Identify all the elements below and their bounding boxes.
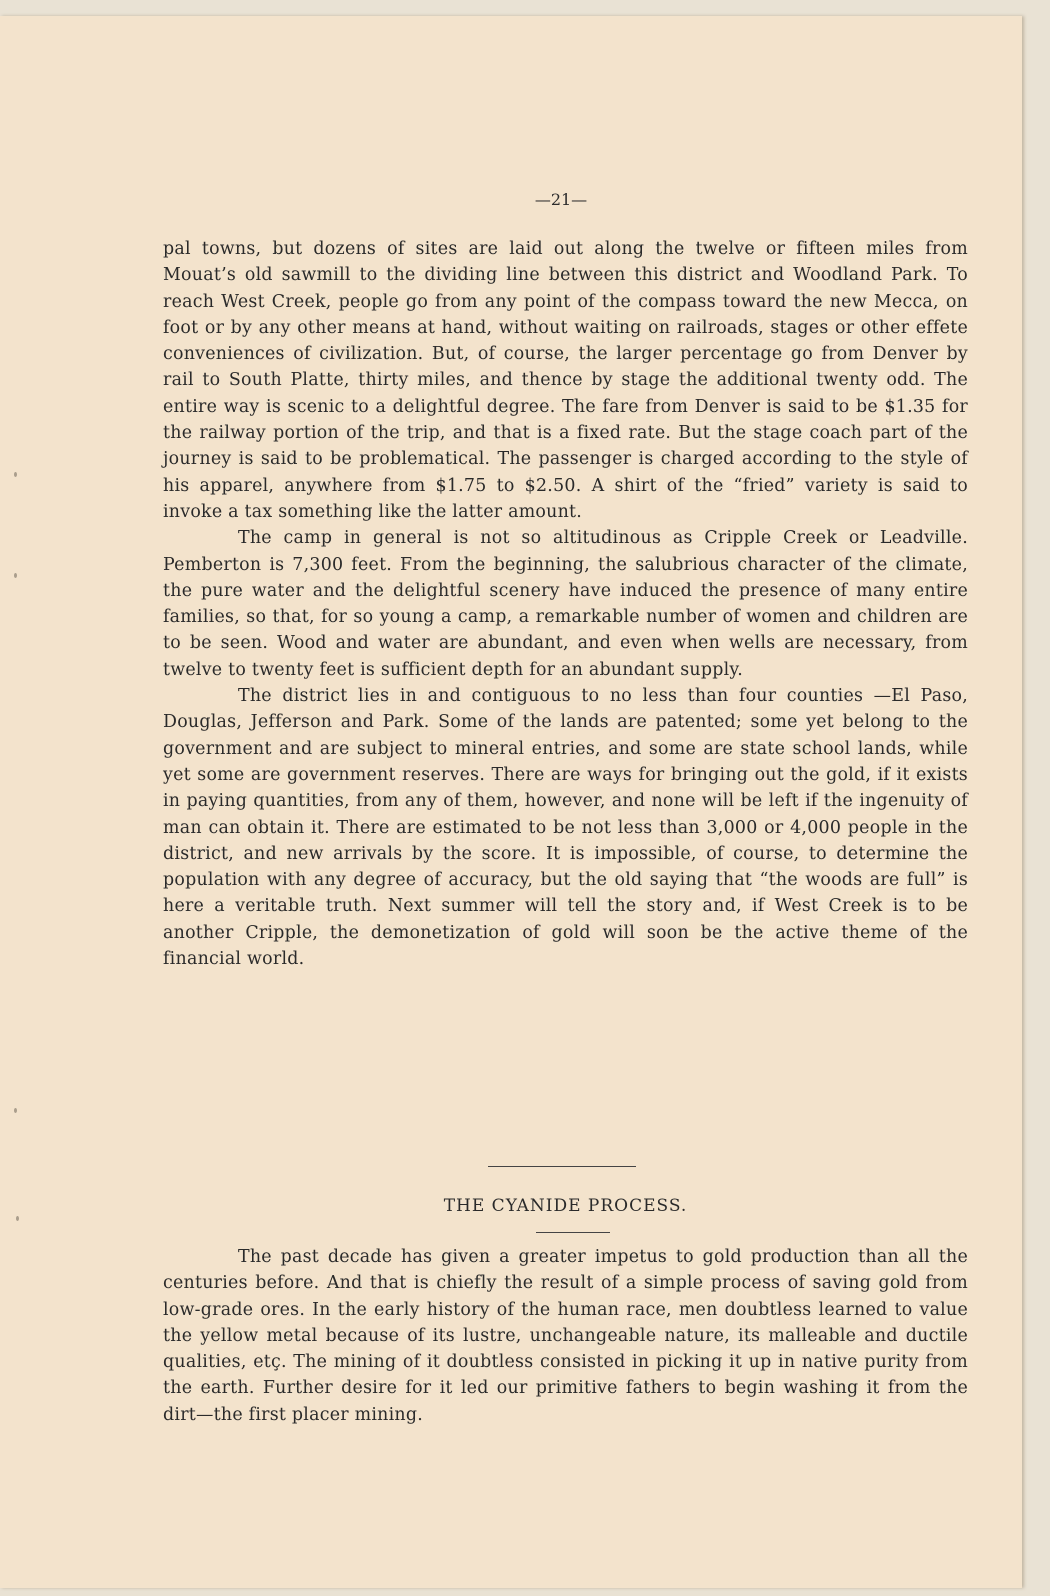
section-divider xyxy=(488,1166,636,1167)
margin-speck xyxy=(14,573,17,578)
paragraph: The district lies in and contiguous to no less than four counties —El Paso, Douglas, Jefferson and Park. Some of the lands are patented; some yet belong to the government and are subject to mineral entries, and some are state school lands, while yet some are government reserves. There are ways for bringing out the gold, if it exists in paying quantities, from any of them, however, and none will be left if the ingenuity of man can obtain it. There are estimated to be not less than 3,000 or 4,000 people in the district, and new arrivals by the score. It is impossible, of course, to determine the population with any degree of accuracy, but the old saying that “the woods are full” is here a veritable truth. Next summer will tell the story and, if West Creek is to be another Cripple, the demonetization of gold will soon be the active theme of the financial world. xyxy=(163,686,968,970)
paragraph: pal towns, but dozens of sites are laid out along the twelve or fifteen miles from Mouat’s old sawmill to the dividing line between this district and Woodland Park. To reach West Creek, people go from any point of the compass toward the new Mecca, on foot or by any other means at hand, without waiting on railroads, stages or other effete conveniences of civilization. But, of course, the larger percentage go from Denver by rail to South Platte, thirty miles, and thence by stage the additional twenty odd. The entire way is scenic to a delightful degree. The fare from Denver is said to be $1.35 for the railway portion of the trip, and that is a fixed rate. But the stage coach part of the journey is said to be problematical. The passenger is charged according to the style of his apparel, anywhere from $1.75 to $2.50. A shirt of the “fried” variety is said to invoke a tax something like the latter amount. xyxy=(163,239,968,522)
margin-speck xyxy=(14,472,17,477)
paragraph: The camp in general is not so altitudinous as Cripple Creek or Leadville. Pemberton is 7,300 feet. From the beginning, the salubrious character of the climate, the pure water and the delightful scenery have induced the presence of many entire families, so that, for so young a camp, a remarkable number of women and children are to be seen. Wood and water are abundant, and even when wells are necessary, from twelve to twenty feet is sufficient depth for an abundant supply. xyxy=(163,528,968,680)
paragraph: The past decade has given a greater impetus to gold production than all the centuries before. And that is chiefly the result of a simple process of saving gold from low-grade ores. In the early history of the human race, men doubtless learned to value the yellow metal because of its lustre, unchangeable nature, its malleable and ductile qualities, etç. The mining of it doubtless consisted in picking it up in native purity from the earth. Further desire for it led our primitive fathers to begin washing it from the dirt—the first placer mining. xyxy=(163,1247,968,1425)
margin-speck xyxy=(14,1108,17,1113)
page-number: —21— xyxy=(534,190,588,209)
section-body-text xyxy=(163,1244,968,1428)
body-text xyxy=(163,236,968,972)
margin-speck xyxy=(16,1216,19,1221)
section-heading: THE CYANIDE PROCESS. xyxy=(443,1196,688,1216)
heading-underline xyxy=(536,1232,610,1233)
